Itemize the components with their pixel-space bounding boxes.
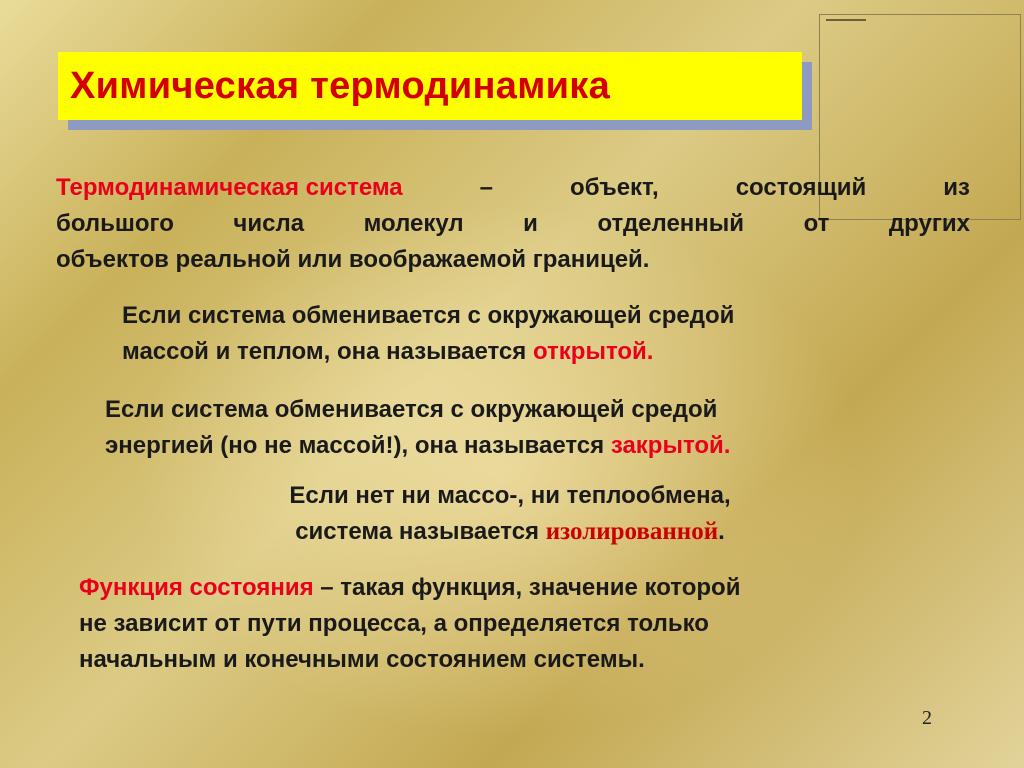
closed-system-line-1: Если система обменивается с окружающей средой [105, 396, 718, 423]
isolated-system-prefix: система называется [295, 518, 546, 545]
definition-word: большого [56, 210, 174, 237]
state-function-rest: – такая функция, значение которой [313, 574, 741, 601]
definition-word: отделенный [597, 210, 745, 237]
state-function-term: Функция состояния [79, 574, 314, 601]
definition-word: других [888, 210, 970, 237]
definition-word: молекул [363, 210, 464, 237]
open-system-prefix: массой и теплом, она называется [122, 338, 533, 365]
slide-title: Химическая термодинамика [70, 64, 611, 107]
closed-system-term: закрытой. [610, 432, 731, 459]
title-box [58, 52, 802, 120]
state-function-paragraph [79, 570, 979, 678]
closed-system-prefix: энергией (но не массой!), она называется [105, 432, 611, 459]
definition-word: объект, [570, 174, 659, 201]
isolated-system-suffix: . [718, 518, 725, 545]
isolated-system-term: изолированной [545, 518, 719, 545]
state-function-line-1 [79, 570, 979, 606]
definition-word: и [523, 210, 538, 237]
page-number: 2 [922, 707, 932, 729]
isolated-system-line-2 [160, 514, 860, 550]
definition-paragraph [56, 170, 970, 278]
definition-word: – [479, 174, 494, 201]
closed-system-line-2 [105, 428, 965, 464]
definition-word: числа [233, 210, 305, 237]
open-system-paragraph [122, 298, 942, 370]
open-system-term: открытой. [532, 338, 654, 365]
thumbnail-caption-mark [826, 19, 866, 21]
definition-line-2 [56, 206, 970, 242]
isolated-system-line-1: Если нет ни массо-, ни теплообмена, [289, 482, 731, 509]
definition-word: из [943, 174, 970, 201]
definition-line-1 [56, 170, 970, 206]
open-system-line-1: Если система обменивается с окружающей средой [122, 302, 735, 329]
definition-term: Термодинамическая система [56, 174, 403, 201]
state-function-line-2: не зависит от пути процесса, а определяется только [79, 610, 709, 637]
state-function-line-3: начальным и конечными состоянием системы. [79, 646, 645, 673]
definition-line-3: объектов реальной или воображаемой границей. [56, 246, 650, 273]
closed-system-paragraph [105, 392, 965, 464]
definition-word: от [803, 210, 830, 237]
isolated-system-paragraph [160, 478, 860, 550]
definition-word: состоящий [735, 174, 867, 201]
open-system-line-2 [122, 334, 942, 370]
